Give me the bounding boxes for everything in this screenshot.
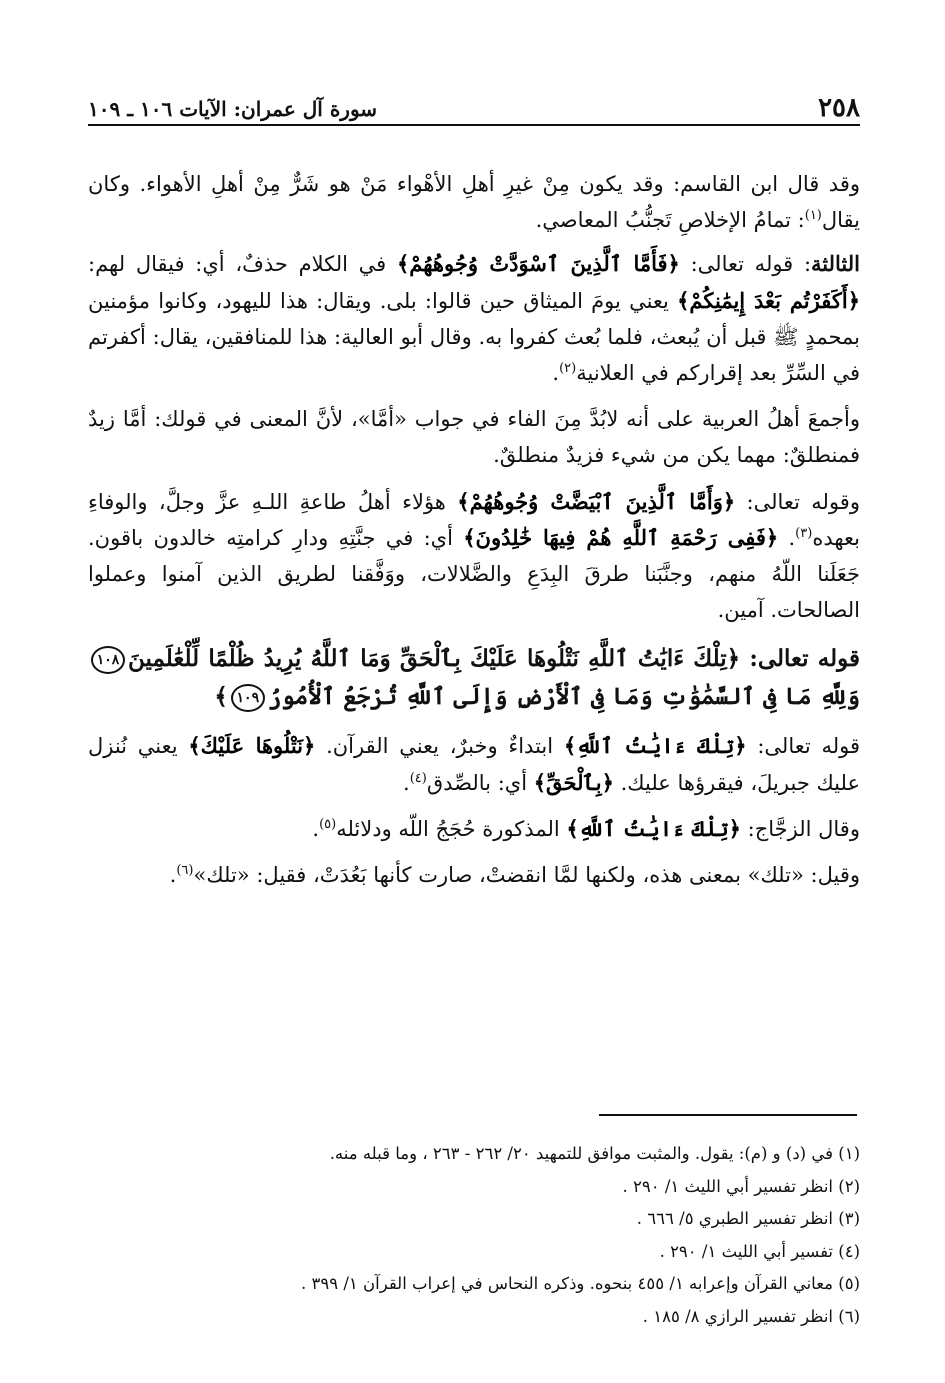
footnote: (٦) انظر تفسير الرازي ٨/ ١٨٥ .: [642, 1306, 860, 1326]
quran-quote: ﴿وَأَمَّا ٱلَّذِينَ ٱبْيَضَّتْ وُجُوهُهُمْ﴾: [457, 488, 736, 514]
verse-number-mark: ١٠٨: [91, 646, 125, 674]
text: أي: بالصِّدق: [426, 770, 534, 795]
verse-heading: [88, 640, 860, 716]
footnote-ref-2[interactable]: (٢): [559, 361, 577, 377]
text: وقيل: «تلك» بمعنى هذه، ولكنها لمَّا انقضتْ، صارت كأنها بَعُدَتْ، فقيل: «تلك»: [193, 863, 860, 888]
footnote-ref-5[interactable]: (٥): [319, 816, 337, 832]
quran-quote: ﴿فَأَمَّا ٱلَّذِينَ ٱسْوَدَّتْ وُجُوهُهُمْ﴾: [396, 251, 680, 277]
section-lead: الثالثة: [811, 251, 860, 277]
text: .: [312, 816, 320, 841]
verse-text: وَلِلَّهِ مَا فِى ٱلسَّمَٰوَٰتِ وَمَا فِى ٱلْأَرْضِ وَإِلَى ٱللَّهِ تُرْجَعُ ٱلْأُمُورُ: [267, 683, 860, 711]
verse-text: ﴾: [214, 683, 228, 711]
text: : تمامُ الإخلاصِ تَجنُّبُ المعاصي.: [535, 208, 805, 233]
quran-quote: ﴿فَفِى رَحْمَةِ ٱللَّهِ هُمْ فِيهَا خَٰلِدُونَ﴾: [463, 524, 779, 550]
main-text: [88, 166, 860, 903]
text: يعني يومَ الميثاق حين قالوا: بلى. ويقال: هذا لليهود، وكانوا مؤمنين بمحمدٍ ﷺ قبل أن يُبعث، فلما بُعث كفروا به. وقال أبو العالية: هذا للمنافقين، يقال: أكفرتم في السِّرِّ بعد إقراركم في العلانية: [88, 288, 860, 386]
text: يعني نُنزل عليك جبريلَ، فيقرؤها عليك.: [88, 734, 860, 795]
footnote-divider: [599, 1114, 857, 1116]
paragraph-white-faces: [88, 484, 860, 629]
footnote: (٤) تفسير أبي الليث ١/ ٢٩٠ .: [659, 1241, 860, 1261]
text: قوله تعالى:: [746, 734, 860, 759]
text: هؤلاء أهلُ طاعةِ اللـهِ عزَّ وجلَّ، والوفاءِ بعهده: [88, 489, 860, 550]
text: ابتداءٌ وخبرٌ، يعني القرآن.: [315, 734, 564, 759]
text: وقد قال ابن القاسم: وقد يكون مِنْ غيرِ أهلِ الأهْواء مَنْ هو شَرٌّ مِنْ أهلِ الأهواء. وكان يقال: [88, 172, 860, 233]
paragraph-tafsir-verse: [88, 728, 860, 800]
text: وقال الزجَّاج:: [740, 816, 860, 841]
text: وأجمعَ أهلُ العربية على أنه لابُدَّ مِنَ الفاء في جواب «أمَّا»، لأنَّ المعنى في قولك: أمَّا زيدٌ فمنطلقٌ: مهما يكن من شيء فزيدٌ منطلقٌ.: [88, 407, 860, 468]
quran-quote: ﴿أَكَفَرْتُم بَعْدَ إِيمَٰنِكُمْ﴾: [677, 287, 860, 313]
text: : قوله تعالى:: [679, 252, 812, 277]
footnote-ref-4[interactable]: (٤): [409, 770, 427, 786]
footnote: (١) في (د) و (م): يقول. والمثبت موافق للتمهيد ٢٠/ ٢٦٢ - ٢٦٣ ، وما قبله منه.: [329, 1144, 860, 1163]
footnotes: [88, 1138, 860, 1333]
running-title: سورة آل عمران: الآيات ١٠٦ ـ ١٠٩: [88, 97, 378, 121]
text: .: [778, 525, 796, 550]
paragraph-arabic-grammar: [88, 401, 860, 473]
text: .: [552, 361, 560, 386]
page-number: ٢٥٨: [818, 93, 860, 123]
text: وقوله تعالى:: [735, 489, 860, 514]
quran-quote: ﴿نَتْلُوهَا عَلَيْكَ﴾: [188, 733, 316, 759]
paragraph-third: [88, 246, 860, 391]
quran-quote: ﴿بِٱلْحَقِّ﴾: [533, 769, 614, 795]
text: أي: في جنَّتِهِ ودارِ كرامتِه خالدون باقون. جَعَلَنا اللّهُ منهم، وجنَّبَنا طرقَ البِدَعِ والضَّلالات، ووَفَّقنا لطريق الذين آمنوا وعملوا الصالحات. آمين.: [88, 525, 860, 623]
paragraph-tilka: [88, 857, 860, 893]
verse-lead: قوله تعالى:: [740, 645, 860, 673]
quran-quote: ﴿تِلْكَ ءَايَٰتُ ٱللَّهِ﴾: [563, 733, 747, 759]
page-header: [88, 88, 860, 126]
text: المذكورة حُجَجُ اللّه ودلائله: [336, 816, 567, 841]
text: .: [169, 863, 177, 888]
verse-number-mark: ١٠٩: [231, 684, 265, 712]
footnote-ref-3[interactable]: (٣): [795, 525, 813, 541]
text: في الكلام حذفٌ، أي: فيقال لهم:: [88, 252, 397, 277]
footnote: (٥) معاني القرآن وإعرابه ١/ ٤٥٥ بنحوه. وذكره النحاس في إعراب القرآن ١/ ٣٩٩ .: [301, 1274, 860, 1293]
paragraph-ibn-alqasim: [88, 166, 860, 238]
footnote-ref-1[interactable]: (١): [804, 208, 822, 224]
text: .: [403, 770, 410, 795]
paragraph-zajjaj: [88, 811, 860, 847]
footnote: (٣) انظر تفسير الطبري ٥/ ٦٦٦ .: [636, 1209, 860, 1228]
footnote: (٢) انظر تفسير أبي الليث ١/ ٢٩٠ .: [622, 1176, 860, 1196]
footnote-ref-6[interactable]: (٦): [176, 863, 194, 879]
quran-quote: ﴿تِلْكَ ءَايَٰتُ ٱللَّهِ﴾: [566, 815, 741, 841]
verse-text: ﴿تِلْكَ ءَايَٰتُ ٱللَّهِ نَتْلُوهَا عَلَيْكَ بِٱلْحَقِّ وَمَا ٱللَّهُ يُرِيدُ ظُلْمًا لِّلْعَٰلَمِينَ: [128, 645, 741, 673]
